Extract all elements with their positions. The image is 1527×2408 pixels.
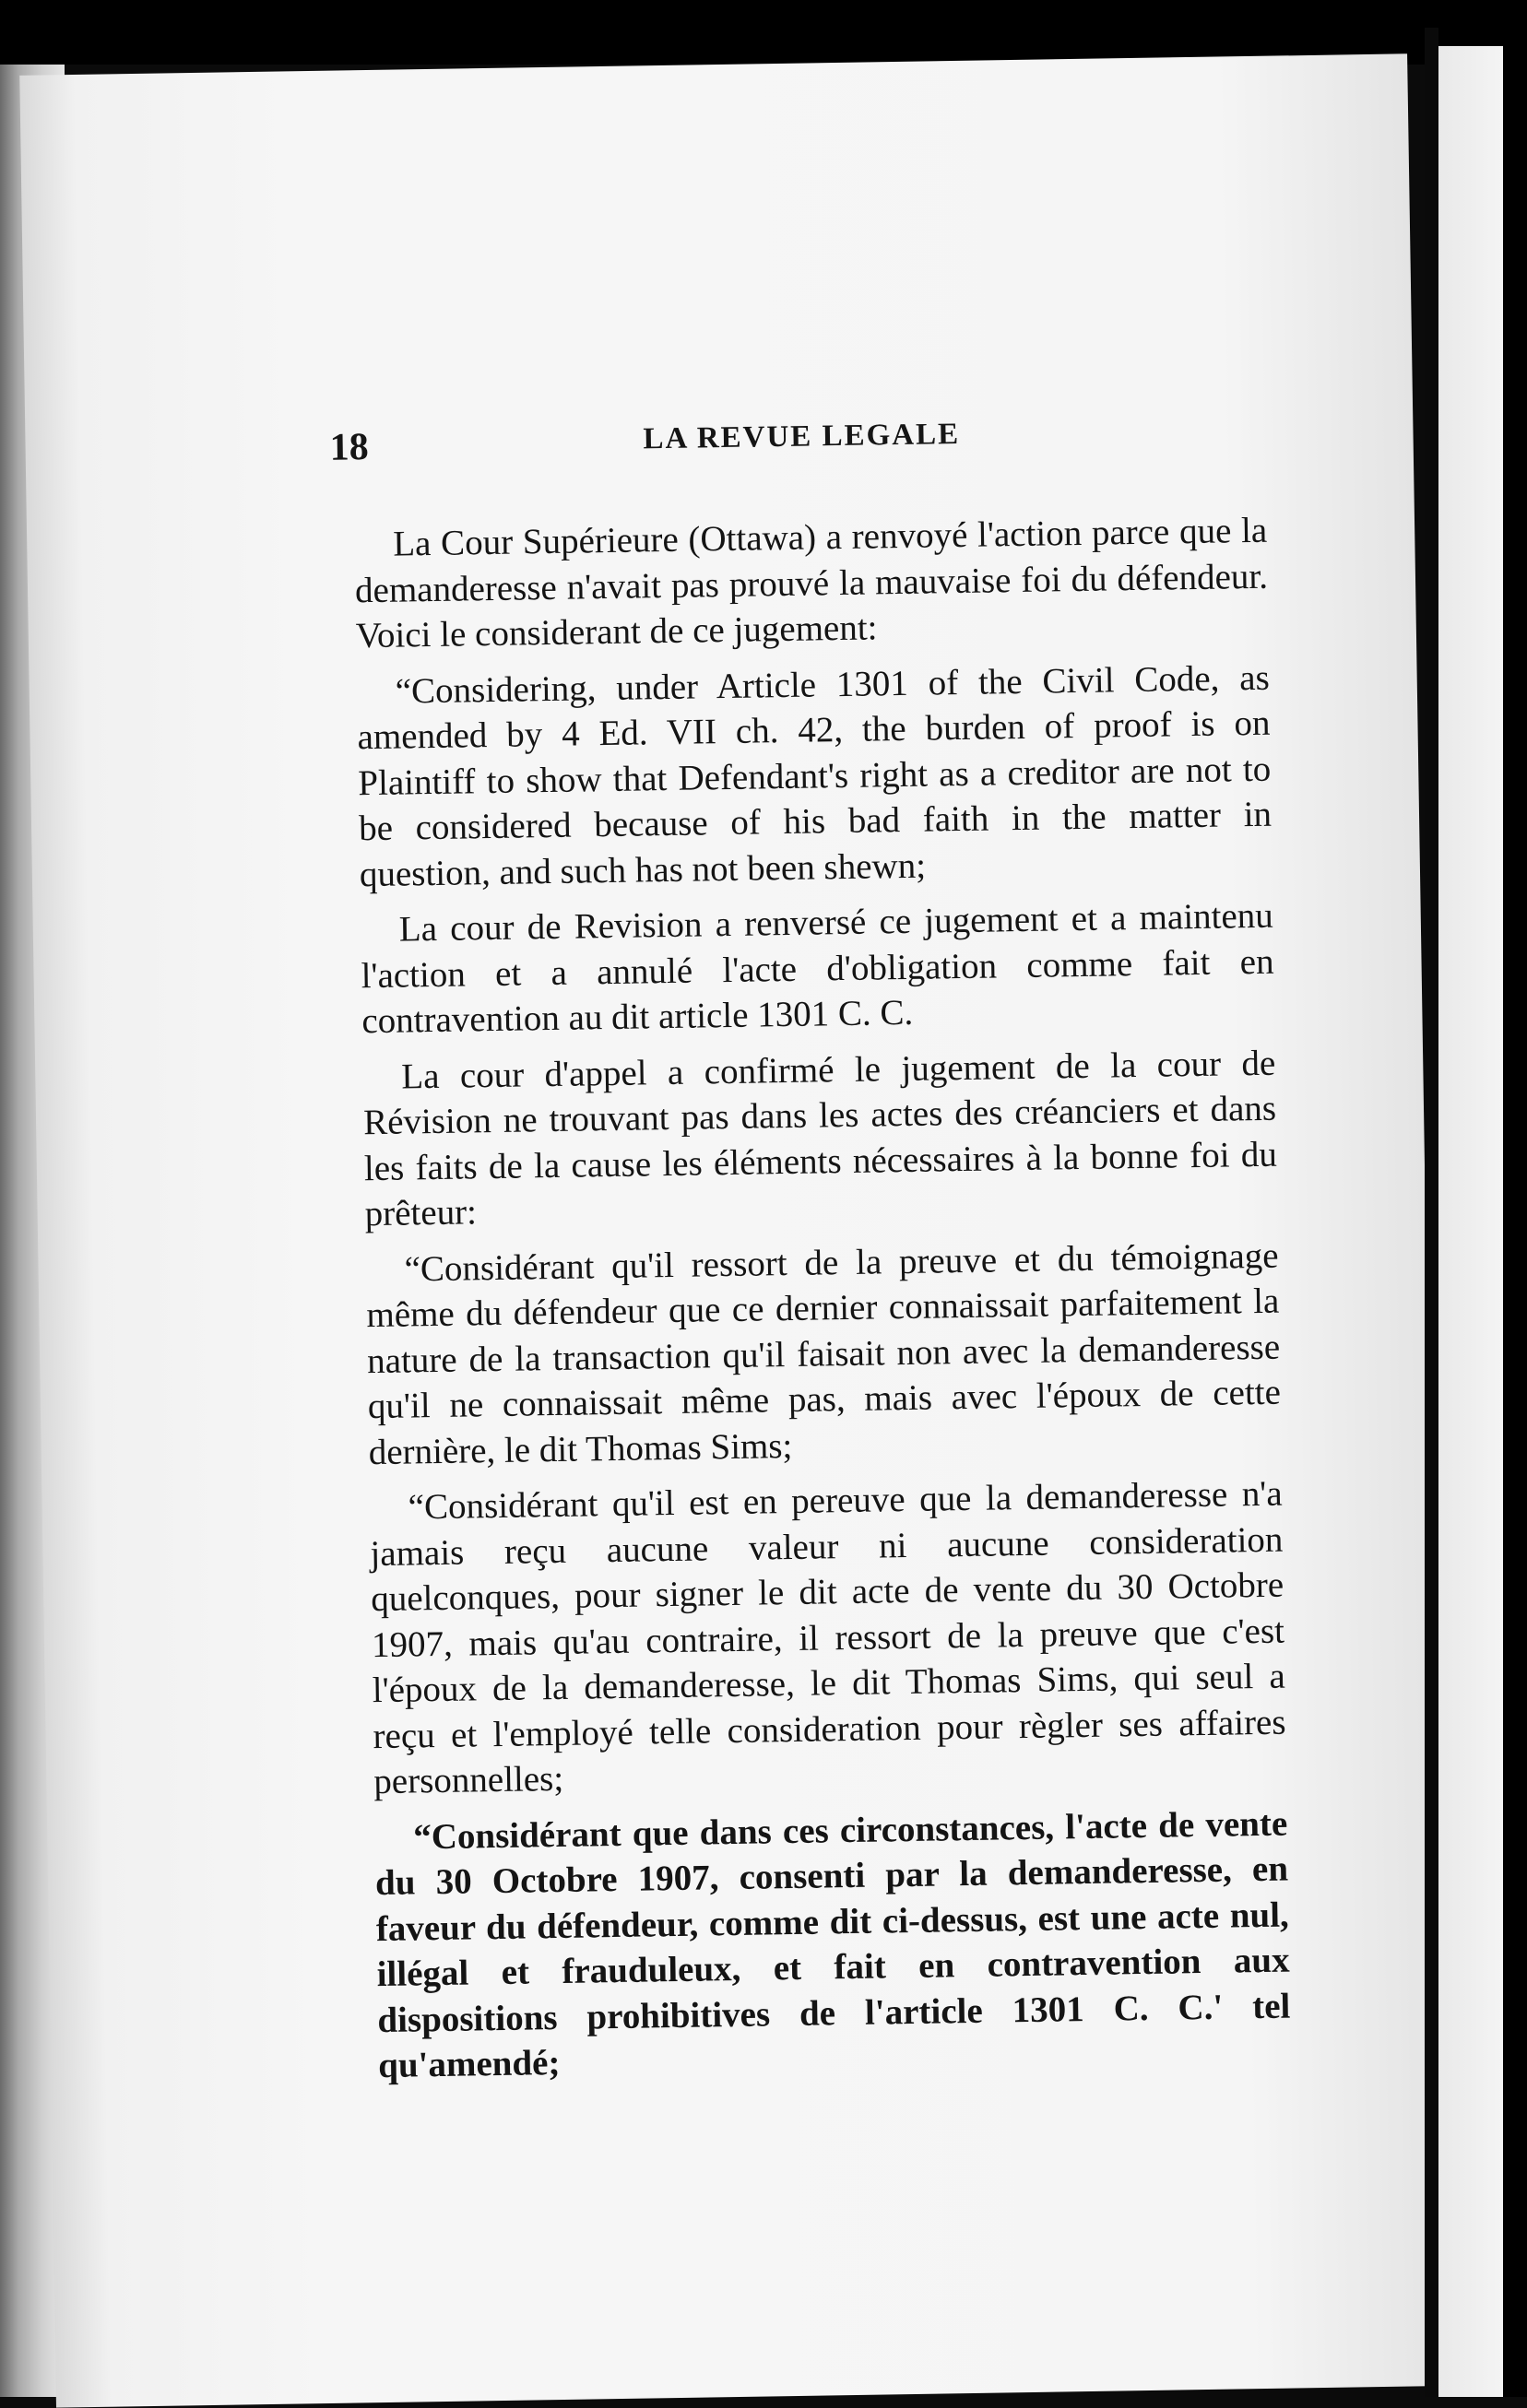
page-number: 18 [329,426,369,469]
book-gutter [1425,28,1438,2397]
page-header [329,410,1298,490]
book-page [19,53,1444,2407]
paragraph: La cour de Revision a renversé ce jugement et a maintenu l'action et a annulé l'acte d'obligation comme fait en contravention au dit article 1301 C. C. [361,895,1274,1042]
paragraph: “Considérant qu'il est en pereuve que la demanderesse n'a jamais reçu aucune valeur ni aucune consideration quelconques, pour signer le dit acte de vente du 30 Octobre 1907, mais qu'au contraire, il ressort de la preuve que c'est l'époux de la demanderesse, le dit Thomas Sims, qui seul a reçu et l'employé telle consideration pour règler ses affaires personnelles; [370,1473,1286,1802]
running-title: LA REVUE LEGALE [643,417,961,456]
page-body [354,508,1292,2099]
facing-page-edge [1438,46,1503,2397]
paragraph: La cour d'appel a confirmé le jugement de la cour de Révision ne trouvant pas dans les actes des créanciers et dans les faits de la cause les éléments nécessaires à la bonne foi du prêteur: [362,1043,1278,1234]
paragraph: La Cour Supérieure (Ottawa) a renvoyé l'action parce que la demanderesse n'avait pas prouvé la mauvaise foi du défendeur. Voici le considerant de ce jugement: [354,510,1269,656]
paragraph: “Considérant qu'il ressort de la preuve et du témoignage même du défendeur que ce dernier connaissait parfaitement la nature de la transaction qu'il faisait non avec la demanderesse qu'il ne connaissait même pas, mais avec l'époux de cette dernière, le dit Thomas Sims; [366,1235,1282,1472]
paragraph: “Considering, under Article 1301 of the Civil Code, as amended by 4 Ed. VII ch. 42, the burden of proof is on Plaintiff to show that Defendant's right as a creditor are not to be considered because of his bad faith in the matter in question, and such has not been shewn; [357,657,1272,894]
paragraph: “Considérant que dans ces circonstances, l'acte de vente du 30 Octobre 1907, consenti par la demanderesse, en faveur du défendeur, comme dit ci-dessus, est une acte nul, illégal et frauduleux, et fait en contravention aux dispositions prohibitives de l'article 1301 C. C.' tel qu'amendé; [374,1803,1291,2086]
scan-right-border [1503,0,1527,2397]
